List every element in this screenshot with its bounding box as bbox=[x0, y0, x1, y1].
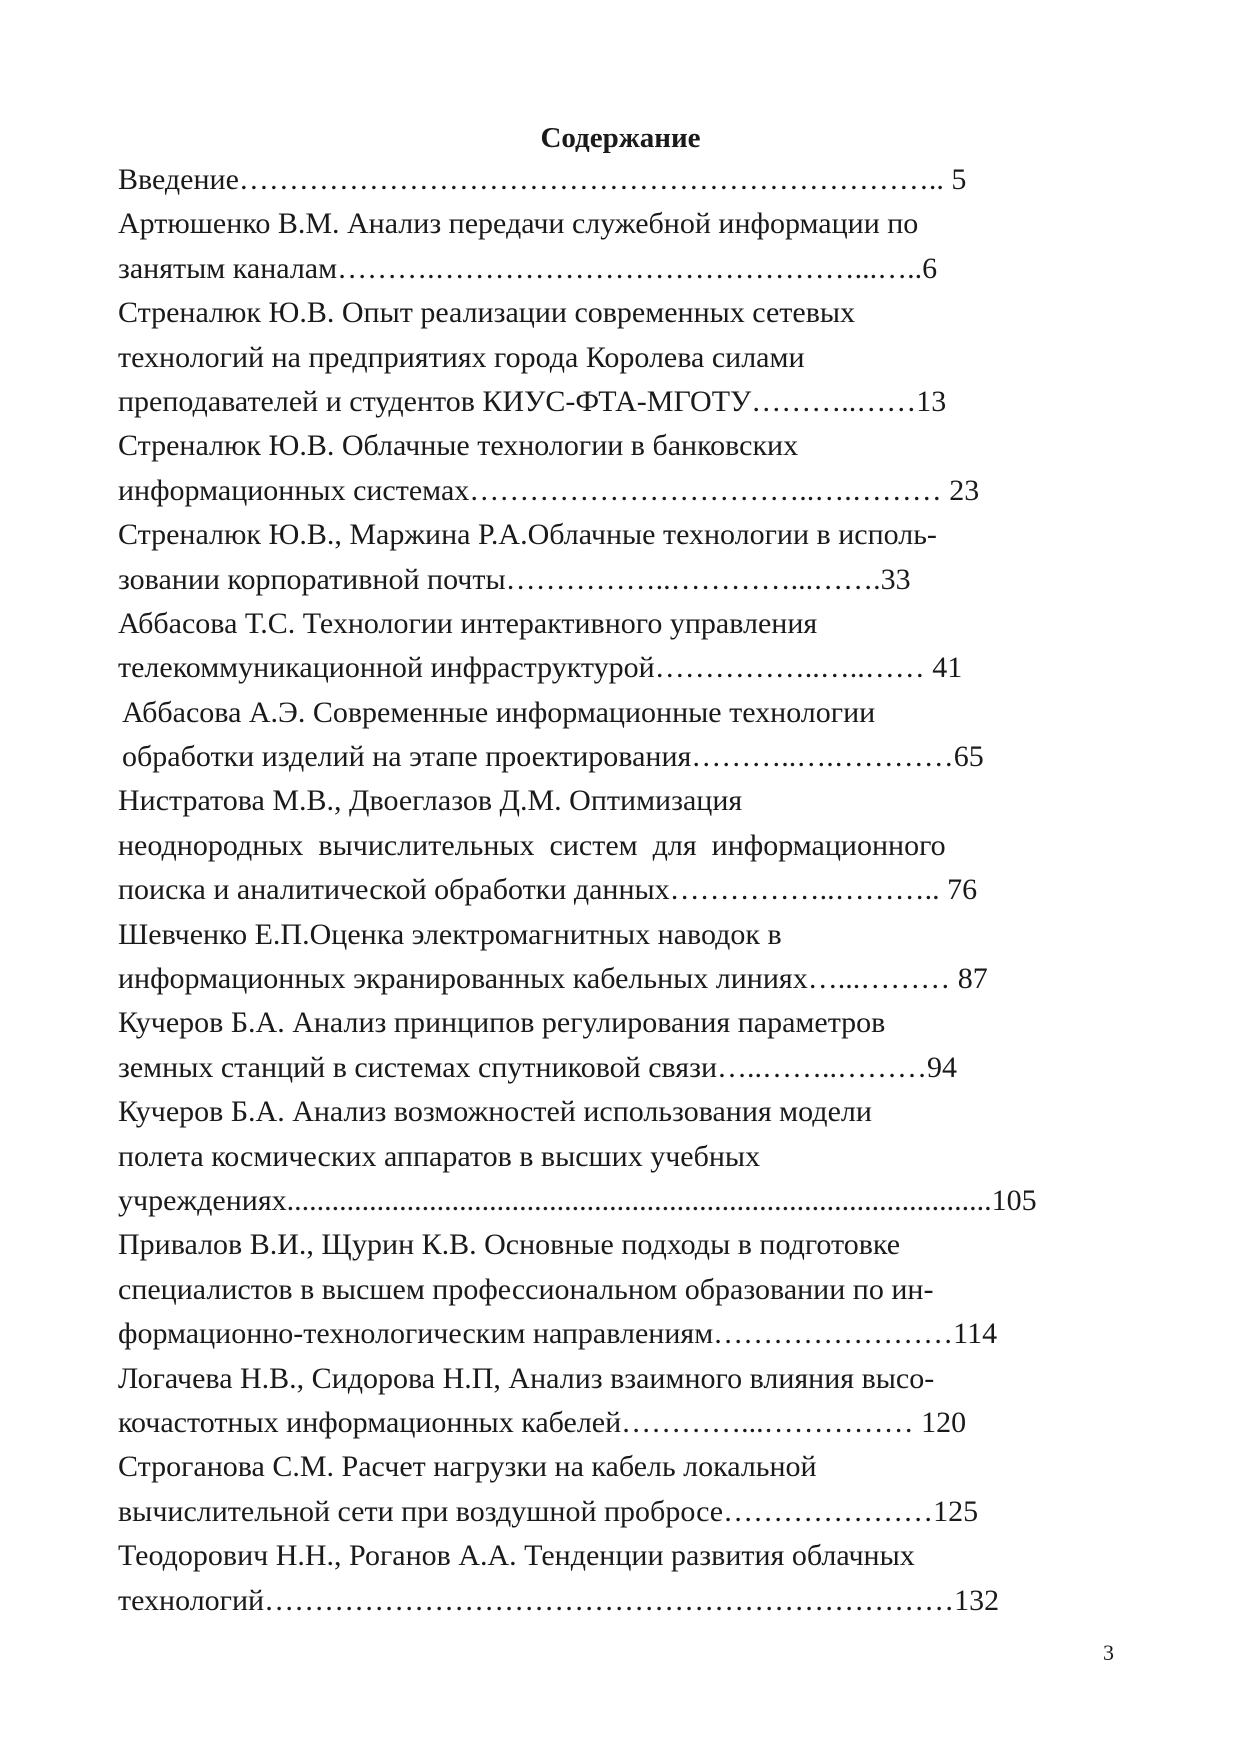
toc-line: специалистов в высшем профессиональном образовании по ин- bbox=[118, 1272, 934, 1306]
toc-line: Аббасова Т.С. Технологии интерактивного управления bbox=[118, 606, 818, 640]
toc-line: Привалов В.И., Щурин К.В. Основные подходы в подготовке bbox=[118, 1228, 901, 1262]
toc-line: Артюшенко В.М. Анализ передачи служебной информации по bbox=[118, 207, 919, 241]
toc-line: Введение…………………………………………………………….. 5 bbox=[118, 163, 967, 196]
page-number: 3 bbox=[1103, 1640, 1114, 1665]
toc-line: технологий……………………………………………………………132 bbox=[118, 1583, 1000, 1617]
toc-line: телекоммуникационной инфраструктурой……………..…..…… 41 bbox=[118, 651, 963, 685]
toc-line: Нистратова М.В., Двоеглазов Д.М. Оптимизация bbox=[118, 784, 743, 818]
toc-line: технологий на предприятиях города Королева силами bbox=[118, 340, 805, 374]
toc-line: занятым каналам……….……………………………………...…..6 bbox=[118, 251, 938, 285]
toc-line: Аббасова А.Э. Современные информационные технологии bbox=[122, 695, 876, 729]
toc-line: формационно-технологическим направлениям……………………114 bbox=[118, 1317, 998, 1351]
toc-line: Стреналюк Ю.В., Маржина Р.А.Облачные технологии в исполь- bbox=[118, 518, 937, 552]
toc-line: Шевченко Е.П.Оценка электромагнитных наводок в bbox=[118, 917, 782, 951]
toc-line: Строганова С.М. Расчет нагрузки на кабель локальной bbox=[118, 1450, 817, 1484]
toc-line: учреждениях..............................................................................................105 bbox=[118, 1183, 1037, 1217]
toc-line: Кучеров Б.А. Анализ принципов регулирования параметров bbox=[118, 1006, 886, 1040]
toc-line: полета космических аппаратов в высших учебных bbox=[118, 1139, 761, 1173]
toc-line: информационных экранированных кабельных линиях…...……… 87 bbox=[118, 962, 988, 996]
toc-line: Кучеров Б.А. Анализ возможностей использования модели bbox=[118, 1095, 872, 1129]
toc-line: зовании корпоративной почты……………..…………...…….33 bbox=[118, 562, 911, 596]
toc-line: Стреналюк Ю.В. Облачные технологии в банковских bbox=[118, 429, 799, 463]
toc-line: обработки изделий на этапе проектирования………..….…………65 bbox=[122, 740, 984, 774]
toc-line: поиска и аналитической обработки данных……………..……….. 76 bbox=[118, 873, 978, 907]
toc-line: преподавателей и студентов КИУС-ФТА-МГОТУ………..……13 bbox=[118, 384, 947, 418]
toc-line: неоднородных вычислительных систем для информационного bbox=[118, 828, 946, 862]
toc-line: Логачева Н.В., Сидорова Н.П, Анализ взаимного влияния высо- bbox=[118, 1361, 935, 1395]
toc-line: земных станций в системах спутниковой связи…..……..………94 bbox=[118, 1050, 958, 1084]
table-of-contents bbox=[118, 158, 1128, 1623]
toc-line: кочастотных информационных кабелей…………...…………… 120 bbox=[118, 1405, 967, 1439]
toc-line: информационных системах……………………………..….……… 23 bbox=[118, 473, 980, 507]
toc-line: Теодорович Н.Н., Роганов А.А. Тенденции развития облачных bbox=[118, 1539, 915, 1573]
toc-line: Стреналюк Ю.В. Опыт реализации современных сетевых bbox=[118, 296, 856, 330]
toc-heading: Содержание bbox=[540, 122, 701, 154]
toc-line: вычислительной сети при воздушной пробросе…………………125 bbox=[118, 1494, 979, 1528]
